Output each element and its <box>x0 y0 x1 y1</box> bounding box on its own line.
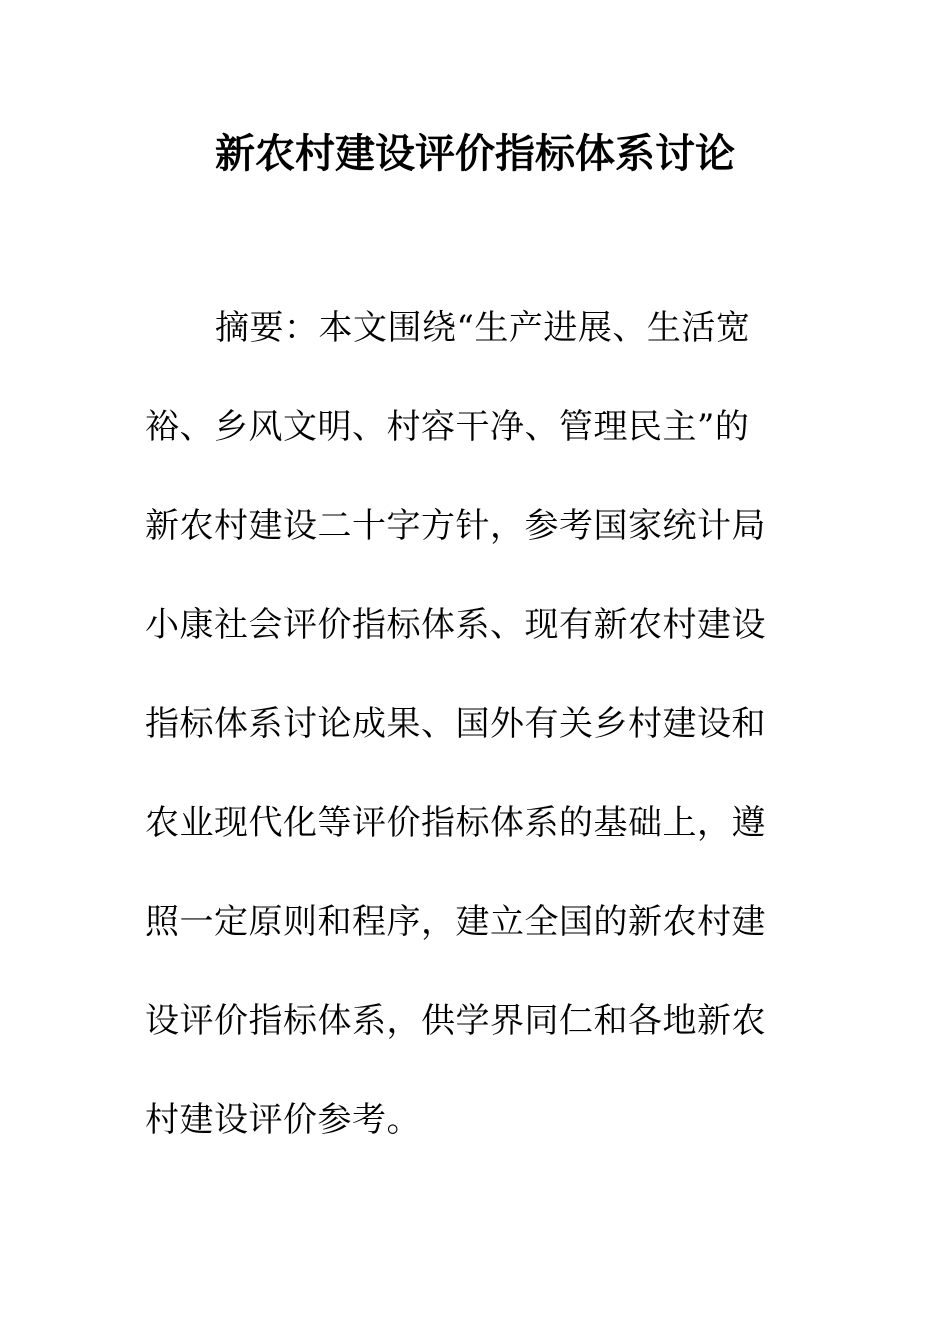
abstract-line: 裕、乡风文明、村容干净、管理民主”的 <box>145 407 750 447</box>
abstract-line: 照一定原则和程序，建立全国的新农村建 <box>145 902 766 942</box>
abstract-line: 摘要：本文围绕“生产进展、生活宽 <box>215 308 751 348</box>
abstract-paragraph <box>145 300 785 1191</box>
abstract-line: 设评价指标体系，供学界同仁和各地新农 <box>145 1001 766 1041</box>
abstract-line: 指标体系讨论成果、国外有关乡村建设和 <box>145 704 766 744</box>
abstract-line: 村建设评价参考。 <box>145 1100 421 1140</box>
abstract-line: 小康社会评价指标体系、现有新农村建设 <box>145 605 766 645</box>
abstract-line: 新农村建设二十字方针，参考国家统计局 <box>145 506 766 546</box>
abstract-line: 农业现代化等评价指标体系的基础上，遵 <box>145 803 766 843</box>
document-title: 新农村建设评价指标体系讨论 <box>215 130 735 177</box>
